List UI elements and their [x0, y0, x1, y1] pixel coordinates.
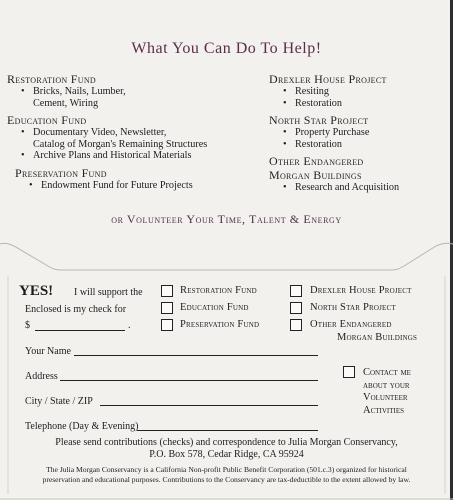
education-fund-checkbox[interactable]: [161, 302, 173, 314]
telephone-field-label: Telephone (Day & Evening): [25, 421, 139, 432]
list-item: • Archive Plans and Historical Materials: [33, 150, 269, 162]
section-title: Restoration Fund: [7, 72, 96, 86]
volunteer-line: or Volunteer Your Time, Talent & Energy: [111, 212, 342, 226]
contact-line: about your: [363, 379, 410, 391]
send-contributions-line: Please send contributions (checks) and correspondence to Julia Morgan Conservancy,: [55, 437, 398, 448]
enclosed-label: Enclosed is my check for: [25, 304, 127, 315]
amount-field[interactable]: [35, 330, 125, 331]
list-item: • Endowment Fund for Future Projects: [41, 180, 269, 192]
contact-line: Volunteer: [363, 392, 408, 403]
telephone-field[interactable]: [137, 430, 318, 431]
list-item: • Property Purchase: [295, 127, 449, 139]
checkbox-label: Preservation Fund: [180, 319, 260, 330]
checkbox-label: Drexler House Project: [310, 285, 412, 296]
section-title: Other Endangered: [269, 154, 364, 168]
name-field-label: Your Name: [25, 346, 71, 357]
address-field[interactable]: [60, 380, 318, 381]
checkbox-label: Other Endangered: [310, 319, 392, 330]
north-star-checkbox[interactable]: [290, 302, 302, 314]
checkbox-label: Restoration Fund: [180, 285, 257, 296]
page-title: What You Can Do To Help!: [131, 40, 322, 57]
other-endangered-checkbox[interactable]: [290, 319, 302, 331]
section-title: Preservation Fund: [15, 165, 107, 180]
dollar-sign: $: [25, 320, 30, 331]
address-field-label: Address: [25, 371, 58, 382]
section-title: North Star Project: [269, 113, 369, 127]
list-item: • Bricks, Nails, Lumber,: [33, 86, 269, 98]
list-item: • Resiting: [295, 86, 449, 98]
name-field[interactable]: [74, 355, 318, 356]
section-title-continued: Morgan Buildings: [269, 168, 362, 182]
list-item-continued: Catalog of Morgan's Remaining Structures: [33, 138, 208, 150]
tax-note-line: preservation and educational purposes. Contributions to the Conservancy are tax-deductible to the extent allowed by law.: [42, 475, 411, 484]
checkbox-label-continued: Morgan Buildings: [337, 332, 418, 343]
section-title: Education Fund: [7, 113, 87, 127]
list-item: • Restoration: [295, 98, 449, 110]
city-field[interactable]: [100, 405, 318, 406]
list-item: • Research and Acquisition: [295, 182, 449, 194]
section-title: Drexler House Project: [269, 72, 387, 86]
restoration-fund-checkbox[interactable]: [161, 285, 173, 297]
list-item: • Documentary Video, Newsletter,: [33, 127, 269, 139]
list-item: • Restoration: [295, 139, 449, 151]
contact-me-label: [363, 367, 411, 417]
contact-me-checkbox[interactable]: [343, 366, 355, 378]
mailing-address: P.O. Box 578, Cedar Ridge, CA 95924: [149, 449, 304, 460]
support-label: I will support the: [74, 287, 143, 298]
list-item-continued: Cement, Wiring: [33, 97, 99, 109]
tax-note-line: The Julia Morgan Conservancy is a California Non-profit Public Benefit Corporation (501.c.3) organized for historical: [46, 465, 407, 474]
city-field-label: City / State / ZIP: [25, 396, 93, 407]
checkbox-label: North Star Project: [310, 302, 396, 313]
checkbox-label: Education Fund: [180, 302, 249, 313]
contact-line: Activities: [363, 404, 405, 416]
preservation-fund-checkbox[interactable]: [161, 319, 173, 331]
yes-label: YES!: [19, 283, 54, 299]
contact-line: Contact me: [363, 367, 411, 378]
decimal-point: .: [128, 320, 131, 331]
drexler-house-checkbox[interactable]: [290, 285, 302, 297]
